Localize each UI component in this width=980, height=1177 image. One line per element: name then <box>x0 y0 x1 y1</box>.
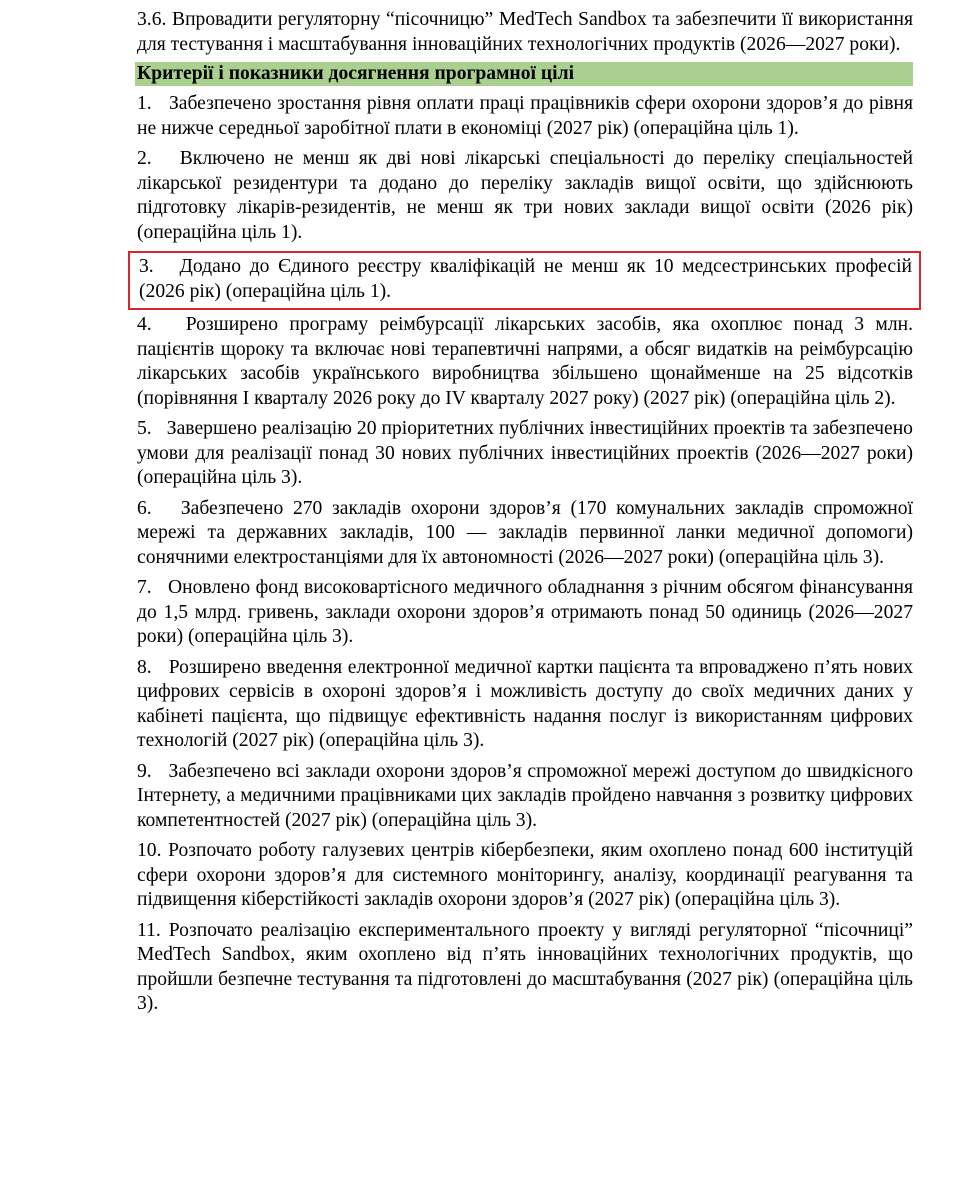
criteria-item-2 <box>135 147 913 245</box>
criteria-item-11 <box>135 919 913 1017</box>
item-number: 6. <box>137 497 152 519</box>
document-page <box>135 8 913 1017</box>
item-number: 7. <box>137 577 152 598</box>
item-number: 3. <box>139 256 154 277</box>
criteria-item-7 <box>135 576 913 650</box>
item-text: Включено не менш як дві нові лікарські спеціальності до переліку спеціальностей лікарської резидентури та додано до переліку закладів вищої освіти, що здійснюють підготовку лікарів-резидентів, не менш як три нових заклади вищої освіти (2026 рік) (операційна ціль 1). <box>137 148 913 243</box>
item-text: Забезпечено 270 закладів охорони здоров’я (170 комунальних закладів спроможної мережі та державних закладів, 100 — закладів первинної ланки медичної допомоги) сонячними електростанціями для їх автономності (2026—2027 роки) (операційна ціль 3). <box>137 497 913 568</box>
item-number: 1. <box>137 93 152 114</box>
item-number: 8. <box>137 656 152 678</box>
item-text: Завершено реалізацію 20 пріоритетних публічних інвестиційних проектів та забезпечено умови для реалізації понад 30 нових публічних інвестиційних проектів (2026—2027 роки) (операційна ціль 3). <box>137 418 913 488</box>
item-number: 5. <box>137 418 152 439</box>
criteria-item-1 <box>135 92 913 141</box>
criteria-item-5 <box>135 417 913 491</box>
criteria-item-3-highlighted <box>128 251 921 310</box>
item-text: Оновлено фонд високовартісного медичного обладнання з річним обсягом фінансування до 1,5 млрд. гривень, заклади охорони здоров’я отримають понад 50 одиниць (2026—2027 роки) (операційна ціль 3). <box>137 577 913 647</box>
item-text: Додано до Єдиного реєстру кваліфікацій не менш як 10 медсестринських професій (2026 рік) (операційна ціль 1). <box>139 256 912 302</box>
item-text: Забезпечено зростання рівня оплати праці працівників сфери охорони здоров’я до рівня не нижче середньої заробітної плати в економіці (2027 рік) (операційна ціль 1). <box>137 93 913 139</box>
criteria-item-6 <box>135 497 913 571</box>
criteria-item-4 <box>135 313 913 411</box>
item-number: 11. <box>137 919 161 941</box>
criteria-item-9 <box>135 760 913 834</box>
item-text: Розпочато реалізацію експериментального проекту у вигляді регуляторної “пісочниці” MedTech Sandbox, яким охоплено від п’ять інноваційних технологічних продуктів, що пройшли безпечне тестування та підготовлені до масштабування (2027 рік) (операційна ціль 3). <box>137 919 913 1014</box>
criteria-list <box>135 92 913 1017</box>
criteria-item-8 <box>135 656 913 754</box>
item-text: Розпочато роботу галузевих центрів кібербезпеки, яким охоплено понад 600 інституцій сфери охорони здоров’я для системного моніторингу, аналізу, координації реагування та підвищення кіберстійкості закладів охорони здоров’я (2027 рік) (операційна ціль 3). <box>137 840 913 910</box>
section-heading: Критерії і показники досягнення програмної цілі <box>135 62 913 86</box>
item-number: 10. <box>137 840 162 861</box>
item-number: 2. <box>137 148 152 169</box>
criteria-item-10 <box>135 839 913 913</box>
item-text: Розширено введення електронної медичної картки пацієнта та впроваджено п’ять нових цифрових сервісів в охороні здоров’я і можливість доступу до своїх медичних даних у кабінеті пацієнта, що підвищує ефективність надання послуг із використанням цифрових технологій (2027 рік) (операційна ціль 3). <box>137 656 913 751</box>
item-text: Розширено програму реімбурсації лікарських засобів, яка охоплює понад 3 млн. пацієнтів щороку та включає нові терапевтичні напрями, а обсяг видатків на реімбурсацію лікарських засобів українського виробництва збільшено щонайменше на 25 відсотків (порівняння I кварталу 2026 року до IV кварталу 2027 року) (2027 рік) (операційна ціль 2). <box>137 314 913 409</box>
item-number: 4. <box>137 314 152 335</box>
item-text: Забезпечено всі заклади охорони здоров’я спроможної мережі доступом до швидкісного Інтернету, а медичними працівниками цих закладів пройдено навчання з розвитку цифрових компетентностей (2027 рік) (операційна ціль 3). <box>137 760 913 831</box>
item-number: 9. <box>137 760 152 782</box>
intro-paragraph: 3.6. Впровадити регуляторну “пісочницю” MedTech Sandbox та забезпечити її використання для тестування і масштабування інноваційних технологічних продуктів (2026—2027 роки). <box>137 9 913 55</box>
